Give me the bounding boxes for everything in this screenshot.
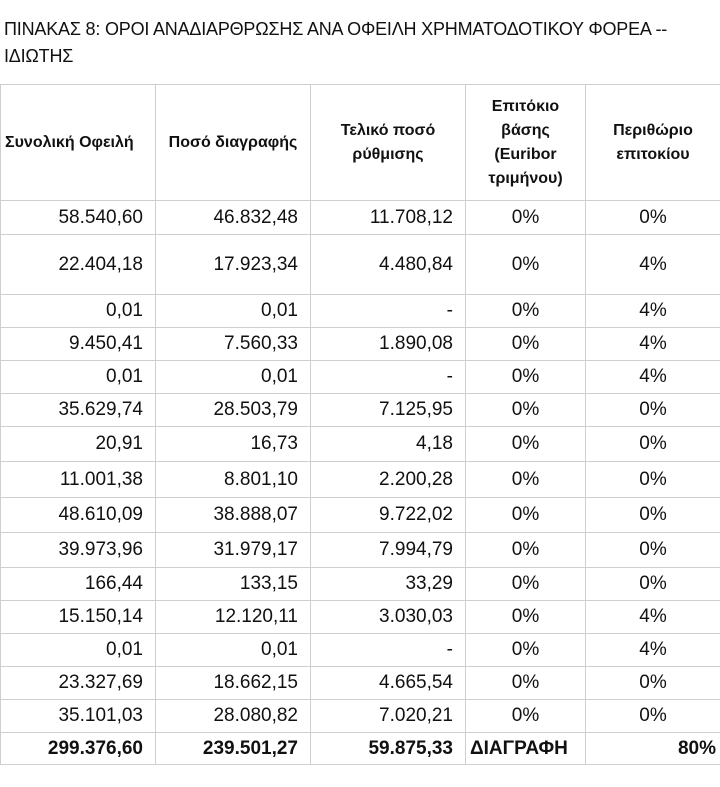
cell-base-rate: 0% [466,601,586,634]
cell-total-debt: 35.101,03 [1,700,156,733]
cell-writeoff-amount: 7.560,33 [156,328,311,361]
cell-final-amount: 7.994,79 [311,533,466,568]
cell-final-amount: 7.125,95 [311,394,466,427]
table-row [1,394,720,427]
table-body [1,201,720,765]
cell-writeoff-amount: 0,01 [156,295,311,328]
total-debt-sum: 299.376,60 [1,733,156,765]
cell-total-debt: 35.629,74 [1,394,156,427]
cell-final-amount: - [311,295,466,328]
cell-base-rate: 0% [466,533,586,568]
cell-interest-margin: 0% [586,568,720,601]
table-row [1,634,720,667]
cell-writeoff-amount: 0,01 [156,634,311,667]
table-title: ΠΙΝΑΚΑΣ 8: ΟΡΟΙ ΑΝΑΔΙΑΡΘΡΩΣΗΣ ΑΝΑ ΟΦΕΙΛΗ ΧΡΗΜΑΤΟΔΟΤΙΚΟΥ ΦΟΡΕΑ -- ΙΔΙΩΤΗΣ [4,19,668,66]
final-amount-sum: 59.875,33 [311,733,466,765]
cell-final-amount: 9.722,02 [311,498,466,533]
cell-final-amount: 33,29 [311,568,466,601]
cell-writeoff-amount: 17.923,34 [156,235,311,295]
cell-base-rate: 0% [466,498,586,533]
table-row [1,700,720,733]
table-row [1,667,720,700]
table-row [1,498,720,533]
cell-total-debt: 9.450,41 [1,328,156,361]
header-interest-margin: Περιθώριο επιτοκίου [586,85,720,201]
cell-writeoff-amount: 12.120,11 [156,601,311,634]
header-base-rate: Επιτόκιο βάσης (Euribor τριμήνου) [466,85,586,201]
cell-interest-margin: 0% [586,700,720,733]
cell-base-rate: 0% [466,427,586,462]
cell-writeoff-amount: 46.832,48 [156,201,311,235]
cell-interest-margin: 4% [586,634,720,667]
restructuring-table [0,84,720,765]
cell-interest-margin: 0% [586,533,720,568]
table-row [1,601,720,634]
writeoff-rate: 80% [586,733,720,765]
writeoff-amount-sum: 239.501,27 [156,733,311,765]
cell-interest-margin: 0% [586,498,720,533]
cell-final-amount: 1.890,08 [311,328,466,361]
totals-row [1,733,720,765]
cell-base-rate: 0% [466,201,586,235]
table-row [1,235,720,295]
cell-total-debt: 58.540,60 [1,201,156,235]
cell-total-debt: 11.001,38 [1,462,156,498]
cell-base-rate: 0% [466,394,586,427]
cell-writeoff-amount: 38.888,07 [156,498,311,533]
table-row [1,533,720,568]
table-row [1,568,720,601]
cell-base-rate: 0% [466,361,586,394]
cell-total-debt: 0,01 [1,634,156,667]
cell-final-amount: 4,18 [311,427,466,462]
cell-base-rate: 0% [466,235,586,295]
cell-final-amount: 4.480,84 [311,235,466,295]
cell-interest-margin: 4% [586,601,720,634]
cell-writeoff-amount: 28.080,82 [156,700,311,733]
table-row [1,328,720,361]
cell-writeoff-amount: 8.801,10 [156,462,311,498]
cell-final-amount: - [311,634,466,667]
cell-final-amount: - [311,361,466,394]
cell-writeoff-amount: 16,73 [156,427,311,462]
header-final-settlement-amount: Τελικό ποσό ρύθμισης [311,85,466,201]
table-row [1,427,720,462]
header-writeoff-amount: Ποσό διαγραφής [156,85,311,201]
cell-final-amount: 4.665,54 [311,667,466,700]
header-row [1,85,720,201]
cell-final-amount: 7.020,21 [311,700,466,733]
cell-writeoff-amount: 18.662,15 [156,667,311,700]
cell-base-rate: 0% [466,700,586,733]
cell-total-debt: 166,44 [1,568,156,601]
cell-interest-margin: 0% [586,427,720,462]
cell-base-rate: 0% [466,634,586,667]
cell-total-debt: 22.404,18 [1,235,156,295]
cell-total-debt: 0,01 [1,361,156,394]
cell-writeoff-amount: 28.503,79 [156,394,311,427]
cell-writeoff-amount: 0,01 [156,361,311,394]
cell-total-debt: 20,91 [1,427,156,462]
cell-total-debt: 0,01 [1,295,156,328]
writeoff-label: ΔΙΑΓΡΑΦΗ [466,733,586,765]
cell-interest-margin: 0% [586,667,720,700]
cell-final-amount: 11.708,12 [311,201,466,235]
cell-base-rate: 0% [466,568,586,601]
cell-interest-margin: 4% [586,361,720,394]
cell-final-amount: 3.030,03 [311,601,466,634]
cell-interest-margin: 0% [586,462,720,498]
table-row [1,201,720,235]
cell-interest-margin: 0% [586,201,720,235]
cell-total-debt: 39.973,96 [1,533,156,568]
table-row [1,462,720,498]
table-row [1,295,720,328]
cell-total-debt: 23.327,69 [1,667,156,700]
header-total-debt: Συνολική Οφειλή [1,85,156,201]
cell-base-rate: 0% [466,295,586,328]
cell-interest-margin: 0% [586,394,720,427]
table-row [1,361,720,394]
cell-interest-margin: 4% [586,295,720,328]
cell-writeoff-amount: 133,15 [156,568,311,601]
cell-interest-margin: 4% [586,328,720,361]
cell-base-rate: 0% [466,462,586,498]
cell-writeoff-amount: 31.979,17 [156,533,311,568]
cell-base-rate: 0% [466,328,586,361]
cell-interest-margin: 4% [586,235,720,295]
cell-final-amount: 2.200,28 [311,462,466,498]
cell-total-debt: 48.610,09 [1,498,156,533]
cell-base-rate: 0% [466,667,586,700]
cell-total-debt: 15.150,14 [1,601,156,634]
